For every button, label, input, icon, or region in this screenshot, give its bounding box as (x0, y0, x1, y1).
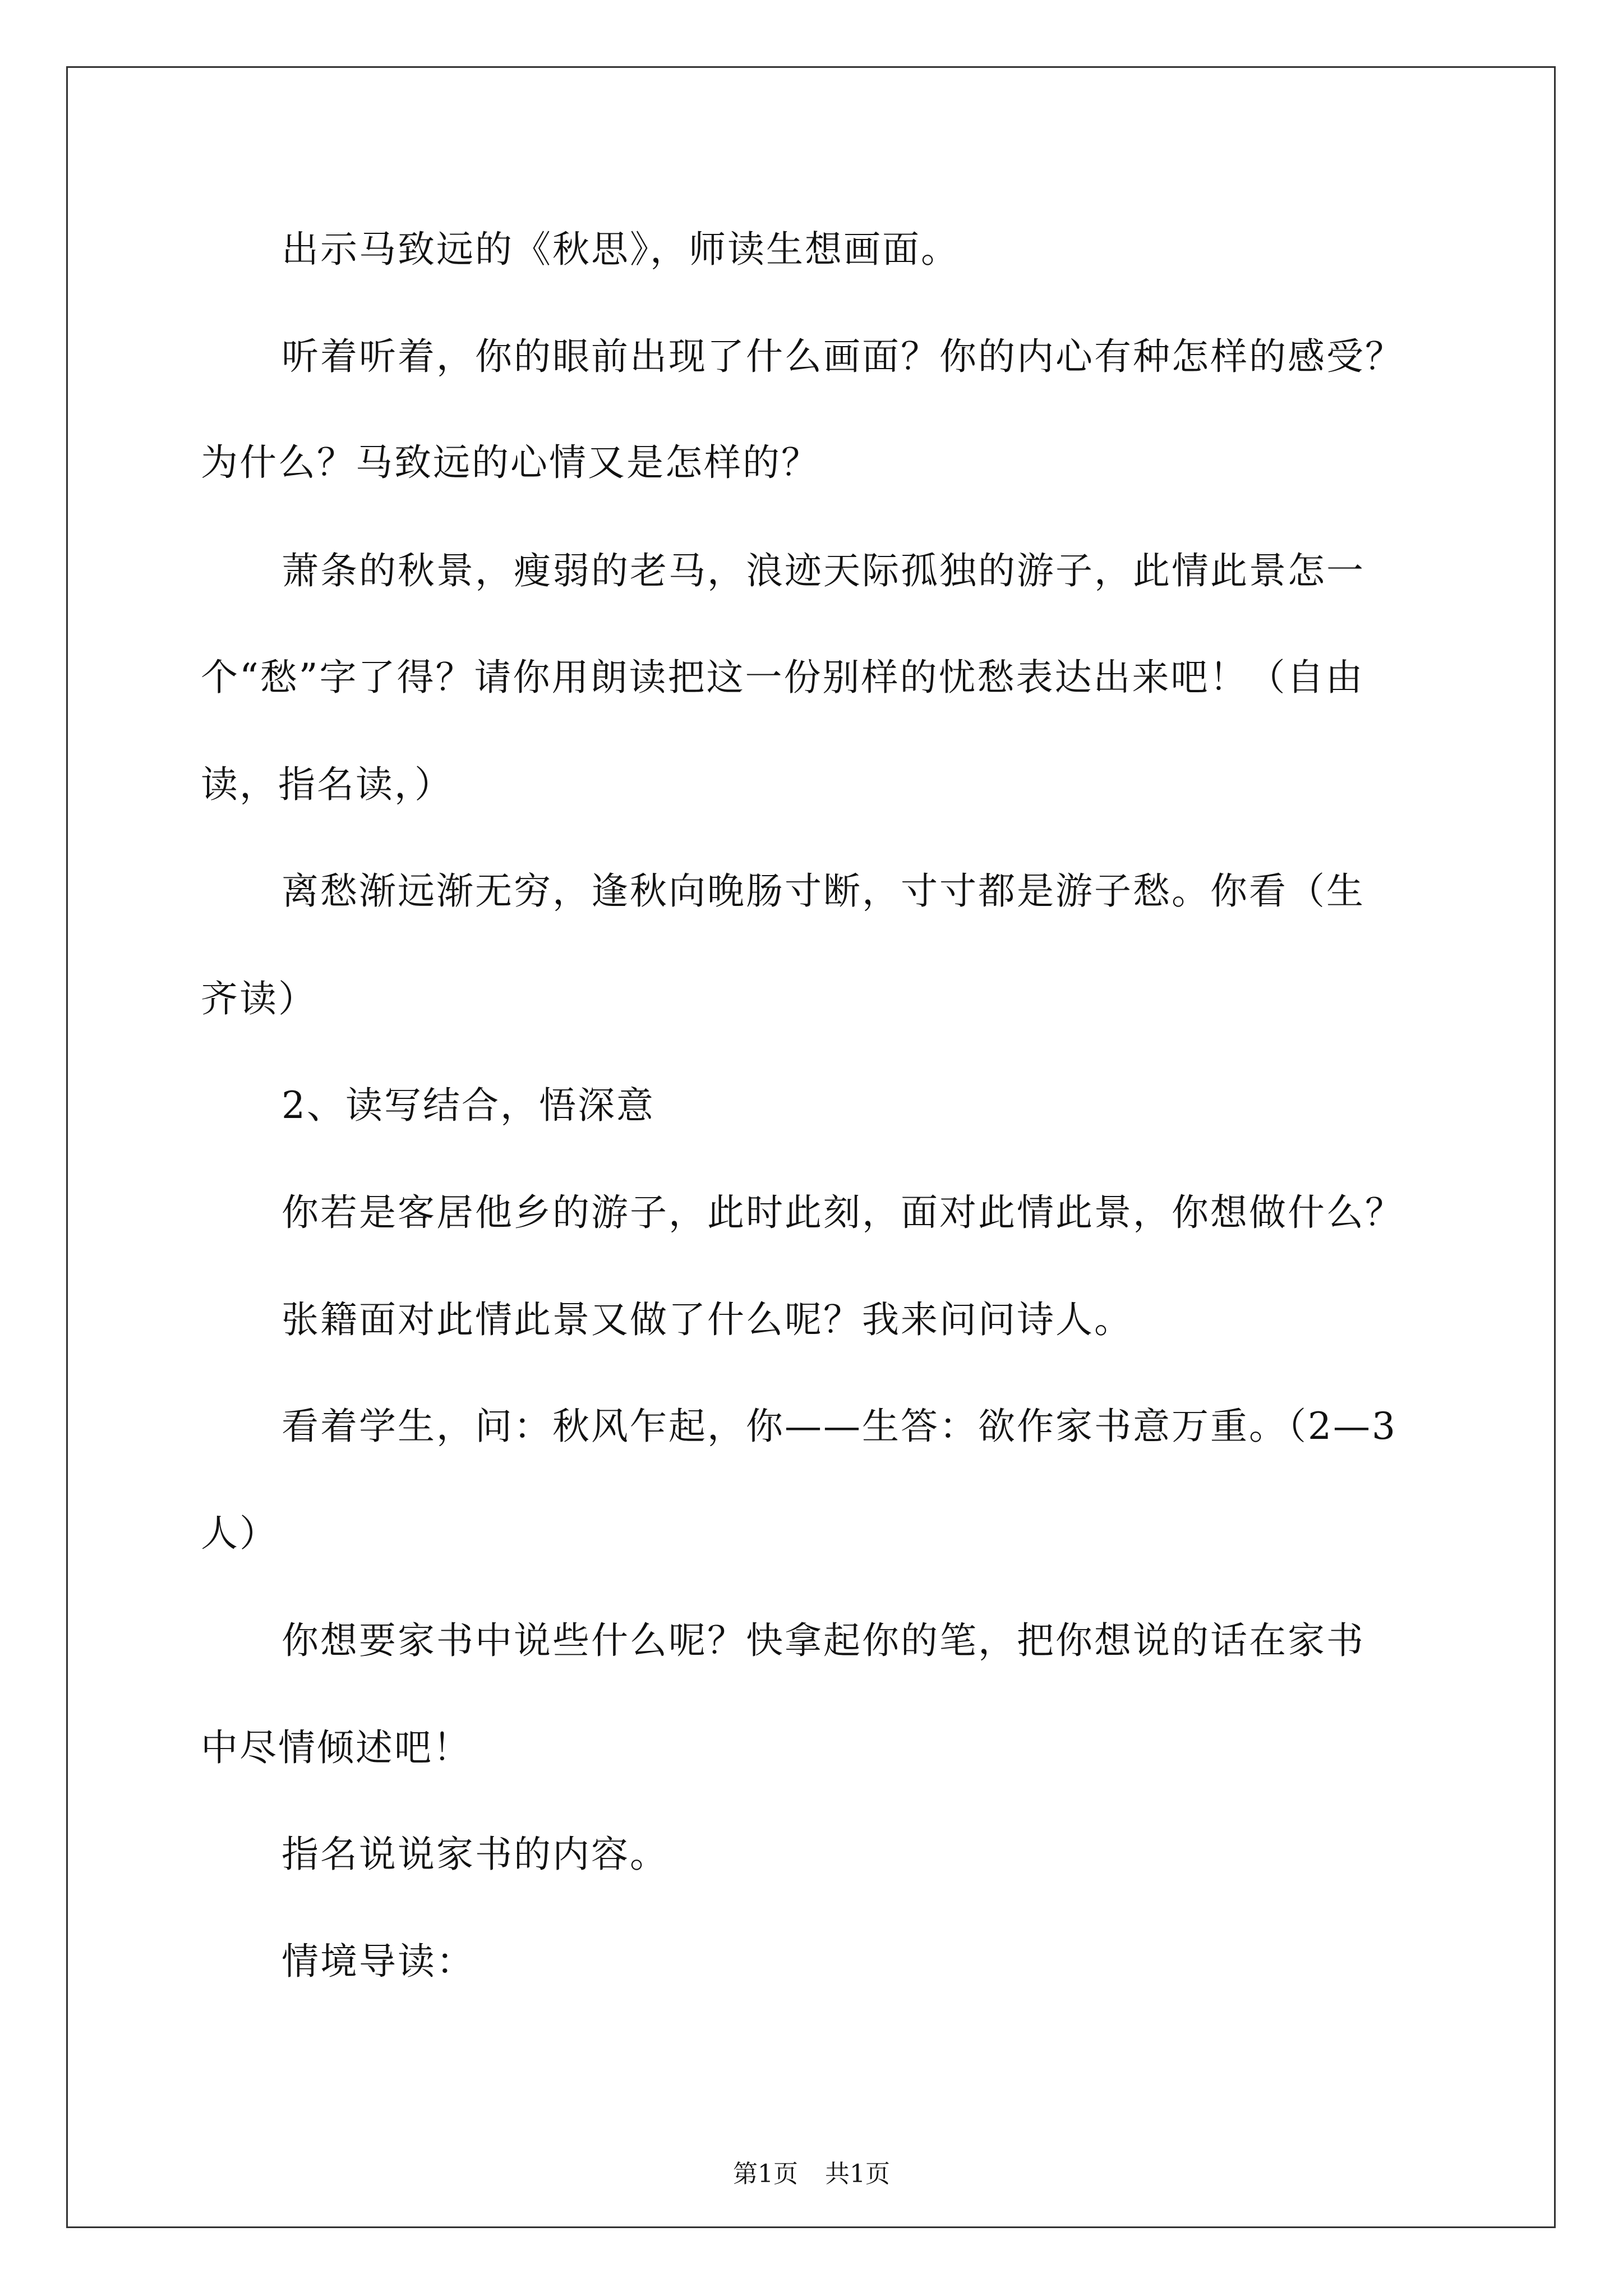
page-number-current: 第1页 (733, 2160, 798, 2188)
page-footer (0, 2159, 1623, 2190)
text-line-8: 齐读） (201, 977, 317, 1020)
text-line-14: 你想要家书中说些什么呢？快拿起你的笔，把你想说的话在家书 (282, 1619, 1365, 1662)
page-border (66, 66, 1556, 2228)
text-line-6: 读，指名读，） (201, 763, 453, 806)
text-line-3: 为什么？马致远的心情又是怎样的？ (201, 441, 820, 484)
text-line-2: 听着听着，你的眼前出现了什么画面？你的内心有种怎样的感受？ (282, 335, 1404, 378)
text-line-11: 张籍面对此情此景又做了什么呢？我来问问诗人。 (282, 1298, 1133, 1341)
text-line-13: 人） (201, 1512, 278, 1555)
text-line-7: 离愁渐远渐无穷，逢秋向晚肠寸断，寸寸都是游子愁。你看（生 (282, 869, 1365, 913)
text-line-17: 情境导读： (282, 1940, 475, 1983)
text-line-4: 萧条的秋景，瘦弱的老马，浪迹天际孤独的游子，此情此景怎一 (282, 549, 1365, 592)
page-number-total: 共1页 (825, 2160, 890, 2188)
text-line-16: 指名说说家书的内容。 (282, 1833, 668, 1876)
text-line-10: 你若是客居他乡的游子，此时此刻，面对此情此景，你想做什么？ (282, 1191, 1404, 1234)
text-line-9: 2、读写结合，悟深意 (282, 1084, 655, 1127)
text-line-12: 看着学生，问：秋风乍起，你——生答：欲作家书意万重。（2—3 (282, 1405, 1397, 1448)
text-line-15: 中尽情倾述吧！ (201, 1726, 472, 1769)
text-line-5: 个“愁”字了得？请你用朗读把这一份别样的忧愁表达出来吧！（自由 (201, 656, 1364, 699)
text-line-1: 出示马致远的《秋思》，师读生想画面。 (282, 228, 960, 271)
